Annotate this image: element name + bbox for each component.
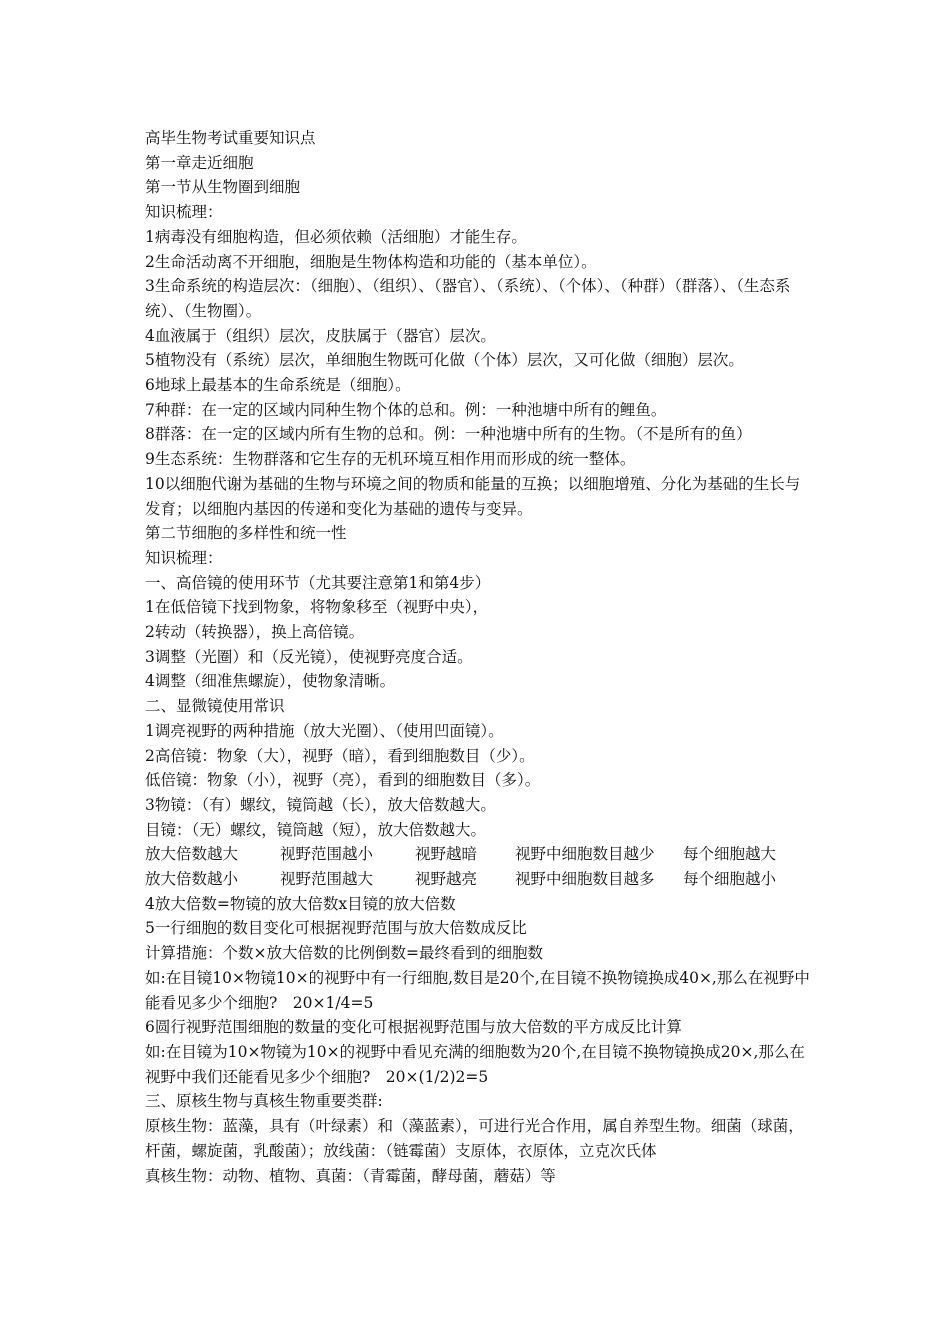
- text-line: 高毕生物考试重要知识点: [145, 129, 316, 147]
- text-line: 如:在目镜为10×物镜为10×的视野中看见充满的细胞数为20个,在目镜不换物镜换成20×,那么在视野中我们还能看见多少个细胞? 20×(1/2)2=5: [145, 1042, 805, 1086]
- text-line: 4血液属于（组织）层次，皮肤属于（器官）层次。: [145, 326, 496, 345]
- text-line: 如:在目镜10×物镜10×的视野中有一行细胞,数目是20个,在目镜不换物镜换成40×,那么在视野中能看见多少个细胞? 20×1/4=5: [145, 968, 810, 1012]
- comparison-cell: 视野越暗: [415, 845, 478, 864]
- comparison-cell: 视野中细胞数目越少: [515, 845, 655, 864]
- text-line: 真核生物：动物、植物、真菌：（青霉菌，酵母菌，蘑菇）等: [145, 1166, 556, 1185]
- text-line: 目镜：（无）螺纹，镜筒越（短），放大倍数越大。: [145, 820, 487, 839]
- text-line: 计算措施：个数×放大倍数的比例倒数=最终看到的细胞数: [145, 944, 543, 963]
- text-line: 3物镜：（有）螺纹，镜筒越（长），放大倍数越大。: [145, 795, 496, 814]
- text-line: 6地球上最基本的生命系统是（细胞）。: [145, 376, 411, 395]
- text-line: 8群落：在一定的区域内所有生物的总和。例：一种池塘中所有的生物。（不是所有的鱼）: [145, 425, 752, 444]
- text-line: 3调整（光圈）和（反光镜），使视野亮度合适。: [145, 647, 473, 666]
- text-line: 低倍镜：物象（小），视野（亮），看到的细胞数目（多）。: [145, 771, 541, 790]
- text-line: 2生命活动离不开细胞，细胞是生物体构造和功能的（基本单位）。: [145, 252, 597, 271]
- document-page: [145, 126, 810, 1188]
- text-line: 知识梳理：: [145, 203, 223, 222]
- text-line: 一、高倍镜的使用环节（尤其要注意第1和第4步）: [145, 573, 491, 592]
- text-line: 3生命系统的构造层次：（细胞）、（组织）、（器官）、（系统）、（个体）、（种群）（群落）、（生态系统）、（生物圈）。: [145, 277, 791, 320]
- text-line: 2高倍镜：物象（大），视野（暗），看到细胞数目（少）。: [145, 746, 535, 765]
- text-line: 9生态系统：生物群落和它生存的无机环境互相作用而形成的统一整体。: [145, 450, 636, 469]
- text-line: 二、显微镜使用常识: [145, 697, 285, 716]
- text-line: 4放大倍数=物镜的放大倍数x目镜的放大倍数: [145, 894, 456, 913]
- text-line: 4调整（细准焦螺旋），使物象清晰。: [145, 672, 396, 691]
- document-body-part2: [145, 892, 810, 1188]
- text-line: 第一节从生物圈到细胞: [145, 178, 301, 197]
- text-line: 1病毒没有细胞构造，但必须依赖（活细胞）才能生存。: [145, 227, 527, 246]
- comparison-cell: 视野范围越小: [280, 845, 374, 864]
- comparison-cell: 放大倍数越大: [145, 845, 239, 864]
- text-line: 三、原核生物与真核生物重要类群:: [145, 1092, 383, 1111]
- text-line: 1在低倍镜下找到物象，将物象移至（视野中央），: [145, 598, 489, 617]
- comparison-cell: 每个细胞越小: [683, 870, 777, 889]
- text-line: 第二节细胞的多样性和统一性: [145, 524, 347, 543]
- text-line: 2转动（转换器），换上高倍镜。: [145, 623, 365, 642]
- text-line: 原核生物：蓝藻，具有（叶绿素）和（藻蓝素），可进行光合作用，属自养型生物。细菌（球菌，杆菌，螺旋菌，乳酸菌）；放线菌：（链霉菌）支原体，衣原体，立克次氏体: [145, 1117, 804, 1160]
- text-line: 1调亮视野的两种措施（放大光圈）、（使用凹面镜）。: [145, 721, 504, 740]
- comparison-row: [145, 842, 810, 867]
- comparison-cell: 视野越亮: [415, 870, 478, 889]
- document-body-part1: [145, 126, 810, 842]
- text-line: 5植物没有（系统）层次，单细胞生物既可化做（个体）层次，又可化做（细胞）层次。: [145, 351, 744, 370]
- comparison-cell: 每个细胞越大: [683, 845, 777, 864]
- text-line: 知识梳理：: [145, 548, 223, 567]
- magnification-comparison: [145, 842, 810, 891]
- text-line: 5一行细胞的数目变化可根据视野范围与放大倍数成反比: [145, 919, 527, 938]
- text-line: 7种群：在一定的区域内同种生物个体的总和。例：一种池塘中所有的鲤鱼。: [145, 400, 667, 419]
- comparison-row: [145, 867, 810, 892]
- comparison-cell: 放大倍数越小: [145, 870, 239, 889]
- text-line: 10以细胞代谢为基础的生物与环境之间的物质和能量的互换；以细胞增殖、分化为基础的生长与发育；以细胞内基因的传递和变化为基础的遗传与变异。: [145, 474, 801, 518]
- text-line: 第一章走近细胞: [145, 153, 254, 172]
- comparison-cell: 视野中细胞数目越多: [515, 870, 655, 889]
- text-line: 6圆行视野范围细胞的数量的变化可根据视野范围与放大倍数的平方成反比计算: [145, 1018, 682, 1037]
- comparison-cell: 视野范围越大: [280, 870, 374, 889]
